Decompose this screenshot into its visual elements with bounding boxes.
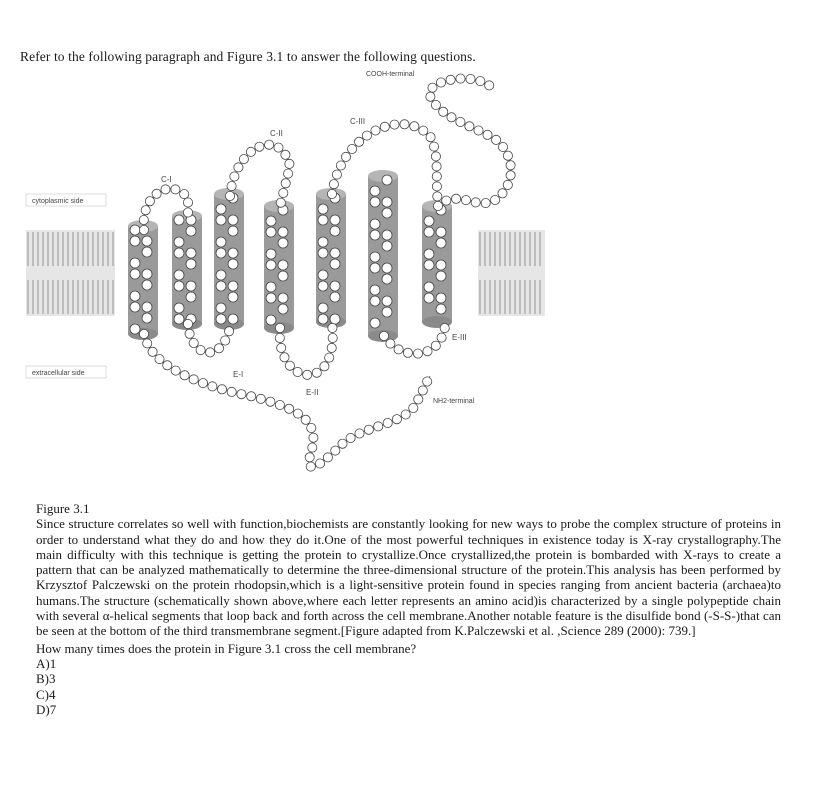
amino-acid-bead (431, 100, 440, 109)
amino-acid-bead (256, 394, 265, 403)
amino-acid-bead (327, 343, 336, 352)
amino-acid-bead (216, 270, 226, 280)
amino-acid-bead (492, 135, 501, 144)
amino-acid-bead (370, 219, 380, 229)
amino-acid-bead (216, 237, 226, 247)
amino-acid-bead (382, 296, 392, 306)
amino-acid-bead (278, 238, 288, 248)
amino-acid-bead (370, 230, 380, 240)
amino-acid-bead (225, 191, 234, 200)
amino-acid-bead (285, 361, 294, 370)
amino-acid-bead (155, 355, 164, 364)
rhodopsin-figure (20, 66, 580, 491)
amino-acid-bead (227, 387, 236, 396)
question-text-block (36, 501, 781, 718)
amino-acid-bead (446, 75, 455, 84)
amino-acid-bead (382, 175, 392, 185)
amino-acid-bead (281, 150, 290, 159)
amino-acid-bead (142, 280, 152, 290)
amino-acid-bead (483, 130, 492, 139)
amino-acid-bead (329, 180, 338, 189)
amino-acid-bead (139, 329, 148, 338)
amino-acid-bead (362, 131, 371, 140)
amino-acid-bead (379, 331, 388, 340)
amino-acid-bead (328, 323, 337, 332)
amino-acid-bead (328, 333, 337, 342)
amino-acid-bead (186, 259, 196, 269)
amino-acid-bead (225, 327, 234, 336)
amino-acid-bead (439, 107, 448, 116)
loop-label-e3: E-III (452, 333, 467, 342)
amino-acid-bead (429, 142, 438, 151)
amino-acid-bead (208, 382, 217, 391)
amino-acid-bead (370, 197, 380, 207)
amino-acid-bead (432, 172, 441, 181)
amino-acid-bead (279, 188, 288, 197)
amino-acid-bead (228, 226, 238, 236)
amino-acid-bead (266, 293, 276, 303)
amino-acid-bead (498, 142, 507, 151)
amino-acid-bead (456, 74, 465, 83)
amino-acid-bead (228, 215, 238, 225)
amino-acid-bead (436, 227, 446, 237)
amino-acid-bead (383, 418, 392, 427)
amino-acid-bead (171, 366, 180, 375)
figure-caption: Figure 3.1 (36, 501, 90, 516)
amino-acid-bead (382, 307, 392, 317)
amino-acid-bead (214, 344, 223, 353)
amino-acid-bead (228, 314, 238, 324)
amino-acid-bead (293, 409, 302, 418)
amino-acid-bead (431, 152, 440, 161)
amino-acid-bead (152, 189, 161, 198)
amino-acid-bead (440, 324, 449, 333)
amino-acid-bead (364, 425, 373, 434)
amino-acid-bead (414, 395, 423, 404)
amino-acid-bead (355, 429, 364, 438)
amino-acid-bead (428, 83, 437, 92)
amino-acid-bead (130, 236, 140, 246)
amino-acid-bead (418, 386, 427, 395)
amino-acid-bead (266, 249, 276, 259)
amino-acid-bead (409, 403, 418, 412)
amino-acid-bead (303, 370, 312, 379)
amino-acid-bead (142, 236, 152, 246)
amino-acid-bead (130, 258, 140, 268)
amino-acid-bead (424, 260, 434, 270)
amino-acid-bead (307, 423, 316, 432)
loop-label-c3: C-III (350, 117, 366, 126)
amino-acid-bead (485, 81, 494, 90)
amino-acid-bead (424, 282, 434, 292)
amino-acid-bead (374, 422, 383, 431)
amino-acid-bead (330, 314, 340, 324)
amino-acid-bead (216, 248, 226, 258)
amino-acid-bead (275, 323, 284, 332)
amino-acid-bead (186, 281, 196, 291)
option-c[interactable]: C)4 (36, 686, 56, 702)
amino-acid-bead (370, 285, 380, 295)
amino-acid-bead (336, 161, 345, 170)
amino-acid-bead (318, 204, 328, 214)
loop-label-e1: E-I (233, 370, 244, 379)
amino-acid-bead (163, 361, 172, 370)
amino-acid-bead (216, 314, 226, 324)
amino-acid-bead (309, 433, 318, 442)
amino-acid-bead (171, 185, 180, 194)
amino-acid-bead (130, 302, 140, 312)
amino-acid-bead (433, 192, 442, 201)
amino-acid-bead (230, 172, 239, 181)
amino-acid-bead (278, 304, 288, 314)
option-a[interactable]: A)1 (36, 655, 57, 671)
amino-acid-bead (186, 248, 196, 258)
amino-acid-bead (331, 446, 340, 455)
amino-acid-bead (348, 144, 357, 153)
amino-acid-bead (234, 163, 243, 172)
amino-acid-bead (442, 196, 451, 205)
amino-acid-bead (474, 126, 483, 135)
amino-acid-bead (189, 338, 198, 347)
amino-acid-bead (142, 269, 152, 279)
amino-acid-bead (410, 122, 419, 131)
amino-acid-bead (330, 215, 340, 225)
amino-acid-bead (370, 252, 380, 262)
amino-acid-bead (318, 303, 328, 313)
amino-acid-bead (346, 433, 355, 442)
loop-label-c2: C-II (270, 129, 283, 138)
amino-acid-bead (278, 271, 288, 281)
amino-acid-bead (491, 195, 500, 204)
amino-acid-bead (355, 137, 364, 146)
amino-acid-bead (186, 292, 196, 302)
amino-acid-bead (281, 179, 290, 188)
amino-acid-bead (436, 260, 446, 270)
amino-acid-bead (276, 198, 285, 207)
amino-acid-bead (174, 237, 184, 247)
amino-acid-bead (174, 303, 184, 313)
amino-acid-bead (206, 348, 215, 357)
amino-acid-bead (180, 190, 189, 199)
amino-acid-bead (327, 189, 336, 198)
amino-acid-bead (461, 196, 470, 205)
amino-acid-bead (424, 293, 434, 303)
amino-acid-bead (424, 216, 434, 226)
amino-acid-bead (216, 204, 226, 214)
amino-acid-bead (424, 249, 434, 259)
nh2-terminal-label: NH2-terminal (433, 398, 475, 405)
amino-acid-bead (301, 415, 310, 424)
amino-acid-bead (228, 248, 238, 258)
amino-acid-bead (228, 281, 238, 291)
amino-acid-bead (174, 270, 184, 280)
amino-acid-bead (394, 345, 403, 354)
amino-acid-bead (419, 126, 428, 135)
amino-acid-bead (185, 329, 194, 338)
amino-acid-bead (476, 77, 485, 86)
amino-acid-bead (284, 169, 293, 178)
option-b[interactable]: B)3 (36, 671, 56, 687)
amino-acid-bead (275, 333, 284, 342)
amino-acid-bead (330, 292, 340, 302)
amino-acid-bead (217, 385, 226, 394)
amino-acid-bead (278, 260, 288, 270)
amino-acid-bead (432, 162, 441, 171)
membrane-left (26, 230, 115, 316)
amino-acid-bead (318, 270, 328, 280)
amino-acid-bead (266, 216, 276, 226)
amino-acid-bead (130, 291, 140, 301)
amino-acid-bead (392, 415, 401, 424)
amino-acid-bead (161, 185, 170, 194)
amino-acid-bead (183, 319, 192, 328)
amino-acid-bead (239, 155, 248, 164)
amino-acid-bead (216, 303, 226, 313)
amino-acid-bead (189, 375, 198, 384)
amino-acid-bead (382, 197, 392, 207)
amino-acid-bead (318, 215, 328, 225)
amino-acid-bead (277, 343, 286, 352)
amino-acid-bead (141, 206, 150, 215)
amino-acid-bead (285, 404, 294, 413)
amino-acid-bead (274, 143, 283, 152)
amino-acid-bead (266, 227, 276, 237)
amino-acid-bead (305, 453, 314, 462)
question-stem: How many times does the protein in Figure 3.1 cross the cell membrane? (36, 640, 417, 656)
amino-acid-bead (308, 443, 317, 452)
amino-acid-bead (255, 142, 264, 151)
amino-acid-bead (506, 171, 515, 180)
amino-acid-bead (382, 208, 392, 218)
amino-acid-bead (318, 281, 328, 291)
amino-acid-bead (312, 368, 321, 377)
amino-acid-bead (466, 74, 475, 83)
amino-acid-bead (198, 379, 207, 388)
amino-acid-bead (266, 260, 276, 270)
amino-acid-bead (280, 353, 289, 362)
cytoplasmic-side-label: cytoplasmic side (32, 198, 84, 205)
amino-acid-bead (452, 194, 461, 203)
loop-label-e2: E-II (306, 388, 319, 397)
amino-acid-bead (142, 302, 152, 312)
amino-acid-bead (330, 226, 340, 236)
amino-acid-bead (413, 349, 422, 358)
amino-acid-bead (330, 281, 340, 291)
amino-acid-bead (196, 346, 205, 355)
cooh-terminal-label: COOH-terminal (366, 71, 415, 78)
amino-acid-bead (142, 313, 152, 323)
amino-acid-bead (228, 292, 238, 302)
amino-acid-bead (306, 462, 315, 471)
amino-acid-bead (481, 199, 490, 208)
amino-acid-bead (266, 315, 276, 325)
amino-acid-bead (403, 348, 412, 357)
passage-paragraph: Since structure correlates so well with function,biochemists are constantly looking for new ways to probe the complex structure of proteins in order to understand what they do and how they do it.One of the most powerful techniques in existence today is X-ray crystallography.The main difficulty with this technique is getting the protein to crystallize.Once crystallized,the protein is bombarded with X-rays to create a pattern that can be analyzed mathematically to determine the three-dimensional structure of the protein.This analysis has been performed by Krzysztof Palczewski on the protein rhodopsin,which is a light-sensitive protein found in species ranging from ancient bacteria (archaea)to humans.The structure (schematically shown above,where each letter represents an amino acid)is characterized by a single polypeptide chain with several α-helical segments that loop back and forth across the cell membrane.Another notable feature is the disulfide bond (-S-S-)that can be seen at the bottom of the third transmembrane segment.[Figure adapted from K.Palczewski et al. ,Science 289 (2000): 739.] (36, 516, 781, 639)
amino-acid-bead (278, 293, 288, 303)
amino-acid-bead (318, 314, 328, 324)
amino-acid-bead (447, 113, 456, 122)
amino-acid-bead (386, 339, 395, 348)
amino-acid-bead (323, 453, 332, 462)
amino-acid-bead (266, 397, 275, 406)
amino-acid-bead (216, 281, 226, 291)
amino-acid-bead (436, 238, 446, 248)
amino-acid-bead (370, 296, 380, 306)
amino-acid-bead (183, 208, 192, 217)
amino-acid-bead (142, 247, 152, 257)
amino-acid-bead (174, 314, 184, 324)
amino-acid-bead (498, 189, 507, 198)
amino-acid-bead (380, 122, 389, 131)
amino-acid-bead (456, 117, 465, 126)
amino-acid-bead (145, 197, 154, 206)
amino-acid-bead (437, 333, 446, 342)
amino-acid-bead (293, 367, 302, 376)
amino-acid-bead (423, 377, 432, 386)
amino-acid-bead (471, 198, 480, 207)
amino-acid-bead (341, 152, 350, 161)
amino-acid-bead (265, 140, 274, 149)
amino-acid-bead (139, 225, 148, 234)
amino-acid-bead (382, 274, 392, 284)
amino-acid-bead (275, 400, 284, 409)
amino-acid-bead (130, 269, 140, 279)
amino-acid-bead (436, 304, 446, 314)
amino-acid-bead (180, 371, 189, 380)
amino-acid-bead (370, 318, 380, 328)
amino-acid-bead (426, 92, 435, 101)
amino-acid-bead (382, 263, 392, 273)
amino-acid-bead (186, 226, 196, 236)
amino-acid-bead (174, 248, 184, 258)
amino-acid-bead (503, 151, 512, 160)
amino-acid-bead (338, 439, 347, 448)
amino-acid-bead (382, 230, 392, 240)
loop-label-c1: C-I (161, 175, 172, 184)
intro-text: Refer to the following paragraph and Figure 3.1 to answer the following questions. (20, 49, 476, 64)
amino-acid-bead (266, 282, 276, 292)
amino-acid-bead (426, 133, 435, 142)
amino-acid-bead (325, 353, 334, 362)
amino-acid-bead (401, 410, 410, 419)
option-d[interactable]: D)7 (36, 702, 57, 718)
amino-acid-bead (506, 161, 515, 170)
amino-acid-bead (174, 281, 184, 291)
amino-acid-bead (436, 271, 446, 281)
amino-acid-bead (370, 263, 380, 273)
amino-acid-bead (465, 122, 474, 131)
amino-acid-bead (148, 347, 157, 356)
amino-acid-bead (332, 170, 341, 179)
extracellular-side-label: extracellular side (32, 370, 85, 377)
amino-acid-bead (431, 341, 440, 350)
answer-options (36, 656, 781, 718)
amino-acid-bead (390, 120, 399, 129)
amino-acid-bead (228, 259, 238, 269)
rhodopsin-diagram (20, 66, 580, 491)
amino-acid-bead (382, 241, 392, 251)
amino-acid-bead (503, 180, 512, 189)
amino-acid-bead (320, 362, 329, 371)
amino-acid-bead (246, 147, 255, 156)
amino-acid-bead (370, 186, 380, 196)
amino-acid-bead (330, 259, 340, 269)
amino-acid-bead (436, 78, 445, 87)
amino-acid-bead (143, 339, 152, 348)
amino-acid-bead (237, 390, 246, 399)
amino-acid-bead (130, 225, 140, 235)
amino-acid-bead (315, 459, 324, 468)
amino-acid-bead (216, 215, 226, 225)
amino-acid-bead (400, 120, 409, 129)
amino-acid-bead (227, 182, 236, 191)
amino-acid-bead (436, 293, 446, 303)
amino-acid-bead (278, 227, 288, 237)
amino-acid-bead (247, 392, 256, 401)
amino-acid-bead (221, 336, 230, 345)
amino-acid-bead (318, 237, 328, 247)
amino-acid-bead (318, 248, 328, 258)
amino-acid-bead (139, 215, 148, 224)
amino-acid-bead (432, 182, 441, 191)
amino-acid-bead (174, 215, 184, 225)
amino-acid-bead (130, 324, 140, 334)
amino-acid-bead (433, 201, 442, 210)
amino-acid-bead (423, 347, 432, 356)
amino-acid-bead (285, 159, 294, 168)
amino-acid-bead (371, 126, 380, 135)
amino-acid-bead (424, 227, 434, 237)
amino-acid-bead (330, 248, 340, 258)
amino-acid-bead (183, 198, 192, 207)
